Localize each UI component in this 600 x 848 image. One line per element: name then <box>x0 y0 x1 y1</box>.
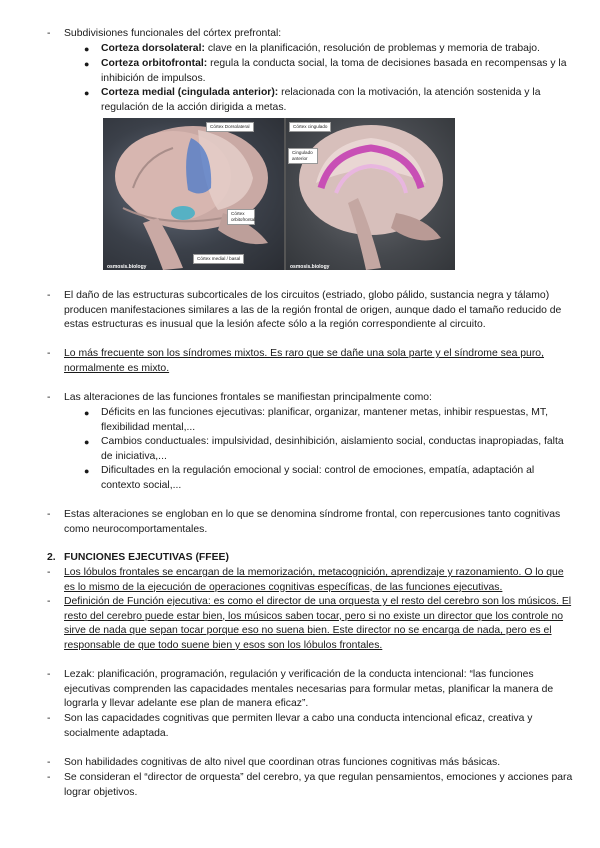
label-cingulate: Cingulado anterior <box>288 148 318 164</box>
dash-bullet: - <box>47 392 51 403</box>
list-item <box>47 391 577 406</box>
intro-title: Subdivisiones funcionales del córtex prefrontal: <box>64 28 282 39</box>
dash-bullet: - <box>47 290 51 301</box>
ffee-definition: Definición de Función ejecutiva: es como el director de una orquesta y el resto del cerebro son los músicos. El resto del cerebro puede estar bien, los músicos saben tocar, pero si no existe un director que los controle no sirve de nada que sepan tocar porque eso no suena bien. Este director no se encarga de nada, pero es el responsable de que todo suene bien y esos son los lóbulos frontales. <box>64 596 572 651</box>
list-item <box>47 27 577 42</box>
desc-medial: relacionada con la motivación, la atención sostenida y la regulación de la acción dirigida a metas. <box>101 87 541 113</box>
bullet-dot-icon: ● <box>84 466 90 476</box>
brand-watermark: osmosis.biology <box>107 264 147 270</box>
label-right-top: Córtex cingulado <box>289 122 331 132</box>
ffee-director: Se consideran el “director de orquesta” del cerebro, ya que regulan pensamientos, emociones y acciones para lograr objetivos. <box>64 772 573 798</box>
list-item <box>47 756 577 771</box>
brain-medial-panel <box>286 118 455 270</box>
paragraph-subcortical: El daño de las estructuras subcorticales de los circuitos (estriado, globo pálido, sustancia negra y tálamo) producen manifestaciones similares a las de la región frontal de origen, aunque dado el tamaño reducido de estas estructuras es inusual que la lesión afecte sólo a la región correspondiente al circuito. <box>64 290 562 331</box>
label-orbitofrontal: Córtex orbitofrontal <box>227 209 255 225</box>
dash-bullet: - <box>47 713 51 724</box>
list-item <box>47 508 577 537</box>
list-item <box>47 595 577 653</box>
paragraph-alterations: Las alteraciones de las funciones frontales se manifiestan principalmente como: <box>64 392 432 403</box>
section-heading <box>47 551 229 566</box>
bullet-dot-icon: ● <box>84 437 90 447</box>
dash-bullet: - <box>47 757 51 768</box>
brain-lateral-illustration <box>103 118 284 270</box>
ffee-high-level: Son habilidades cognitivas de alto nivel que coordinan otras funciones cognitivas más básicas. <box>64 757 501 768</box>
list-item <box>47 566 577 595</box>
ffee-capacities: Son las capacidades cognitivas que permiten llevar a cabo una conducta intencional eficaz, creativa y socialmente adaptada. <box>64 713 533 739</box>
list-item <box>47 668 577 712</box>
dash-bullet: - <box>47 596 51 607</box>
brain-figure <box>103 118 455 270</box>
list-item <box>47 347 577 376</box>
sub-list-item <box>84 57 574 86</box>
term-medial: Corteza medial (cingulada anterior): <box>101 87 279 98</box>
section-title: FUNCIONES EJECUTIVAS (FFEE) <box>64 552 229 563</box>
sub-list-item <box>84 86 574 115</box>
sub-list-item <box>84 406 574 435</box>
alteration-emotional: Dificultades en la regulación emocional y social: control de emociones, empatía, adaptación al contexto social,... <box>101 465 535 491</box>
label-medial: Córtex medial / basal <box>193 254 244 264</box>
brain-sagittal-illustration <box>286 118 455 270</box>
sub-list-item <box>84 464 574 493</box>
list-item <box>47 289 577 333</box>
dash-bullet: - <box>47 772 51 783</box>
bullet-dot-icon: ● <box>84 408 90 418</box>
term-orbitofrontal: Corteza orbitofrontal: <box>101 58 208 69</box>
label-dorsolateral: Córtex Dorsolateral <box>206 122 254 132</box>
section-number: 2. <box>47 552 56 563</box>
dash-bullet: - <box>47 348 51 359</box>
alteration-executive: Déficits en las funciones ejecutivas: planificar, organizar, mantener metas, inhibir respuestas, MT, flexibilidad mental,... <box>101 407 549 433</box>
dash-bullet: - <box>47 509 51 520</box>
dash-bullet: - <box>47 28 51 39</box>
brand-watermark: osmosis.biology <box>290 264 330 270</box>
paragraph-mixed-syndromes: Lo más frecuente son los síndromes mixtos. Es raro que se dañe una sola parte y el síndrome sea puro, normalmente es mixto. <box>64 348 544 374</box>
bullet-dot-icon: ● <box>84 44 90 54</box>
bullet-dot-icon: ● <box>84 88 90 98</box>
sub-list-item <box>84 42 574 57</box>
bullet-dot-icon: ● <box>84 59 90 69</box>
ffee-lezak: Lezak: planificación, programación, regulación y verificación de la conducta intencional: “las funciones ejecutivas comprenden las capacidades mentales necesarias para formular metas, planificar la manera de lograrla y llevar adelante ese plan de manera eficaz”. <box>64 669 554 710</box>
term-dorsolateral: Corteza dorsolateral: <box>101 43 205 54</box>
brain-lateral-panel <box>103 118 284 270</box>
list-item <box>47 771 577 800</box>
dash-bullet: - <box>47 669 51 680</box>
dash-bullet: - <box>47 567 51 578</box>
desc-orbitofrontal: regula la conducta social, la toma de decisiones basada en recompensas y la inhibición de impulsos. <box>101 58 567 84</box>
sub-list-item <box>84 435 574 464</box>
ffee-frontal-lobes: Los lóbulos frontales se encargan de la memorización, metacognición, aprendizaje y razonamiento. O lo que es lo mismo de la ejecución de operaciones cognitivas específicas, de las funciones ejecutivas. <box>64 567 564 593</box>
desc-dorsolateral: clave en la planificación, resolución de problemas y memoria de trabajo. <box>204 43 540 54</box>
paragraph-frontal-syndrome: Estas alteraciones se engloban en lo que se denomina síndrome frontal, con repercusiones tanto cognitivas como neurocomportamentales. <box>64 509 561 535</box>
list-item <box>47 712 577 741</box>
alteration-behavioral: Cambios conductuales: impulsividad, desinhibición, aislamiento social, conductas inapropiadas, falta de iniciativa,... <box>101 436 564 462</box>
